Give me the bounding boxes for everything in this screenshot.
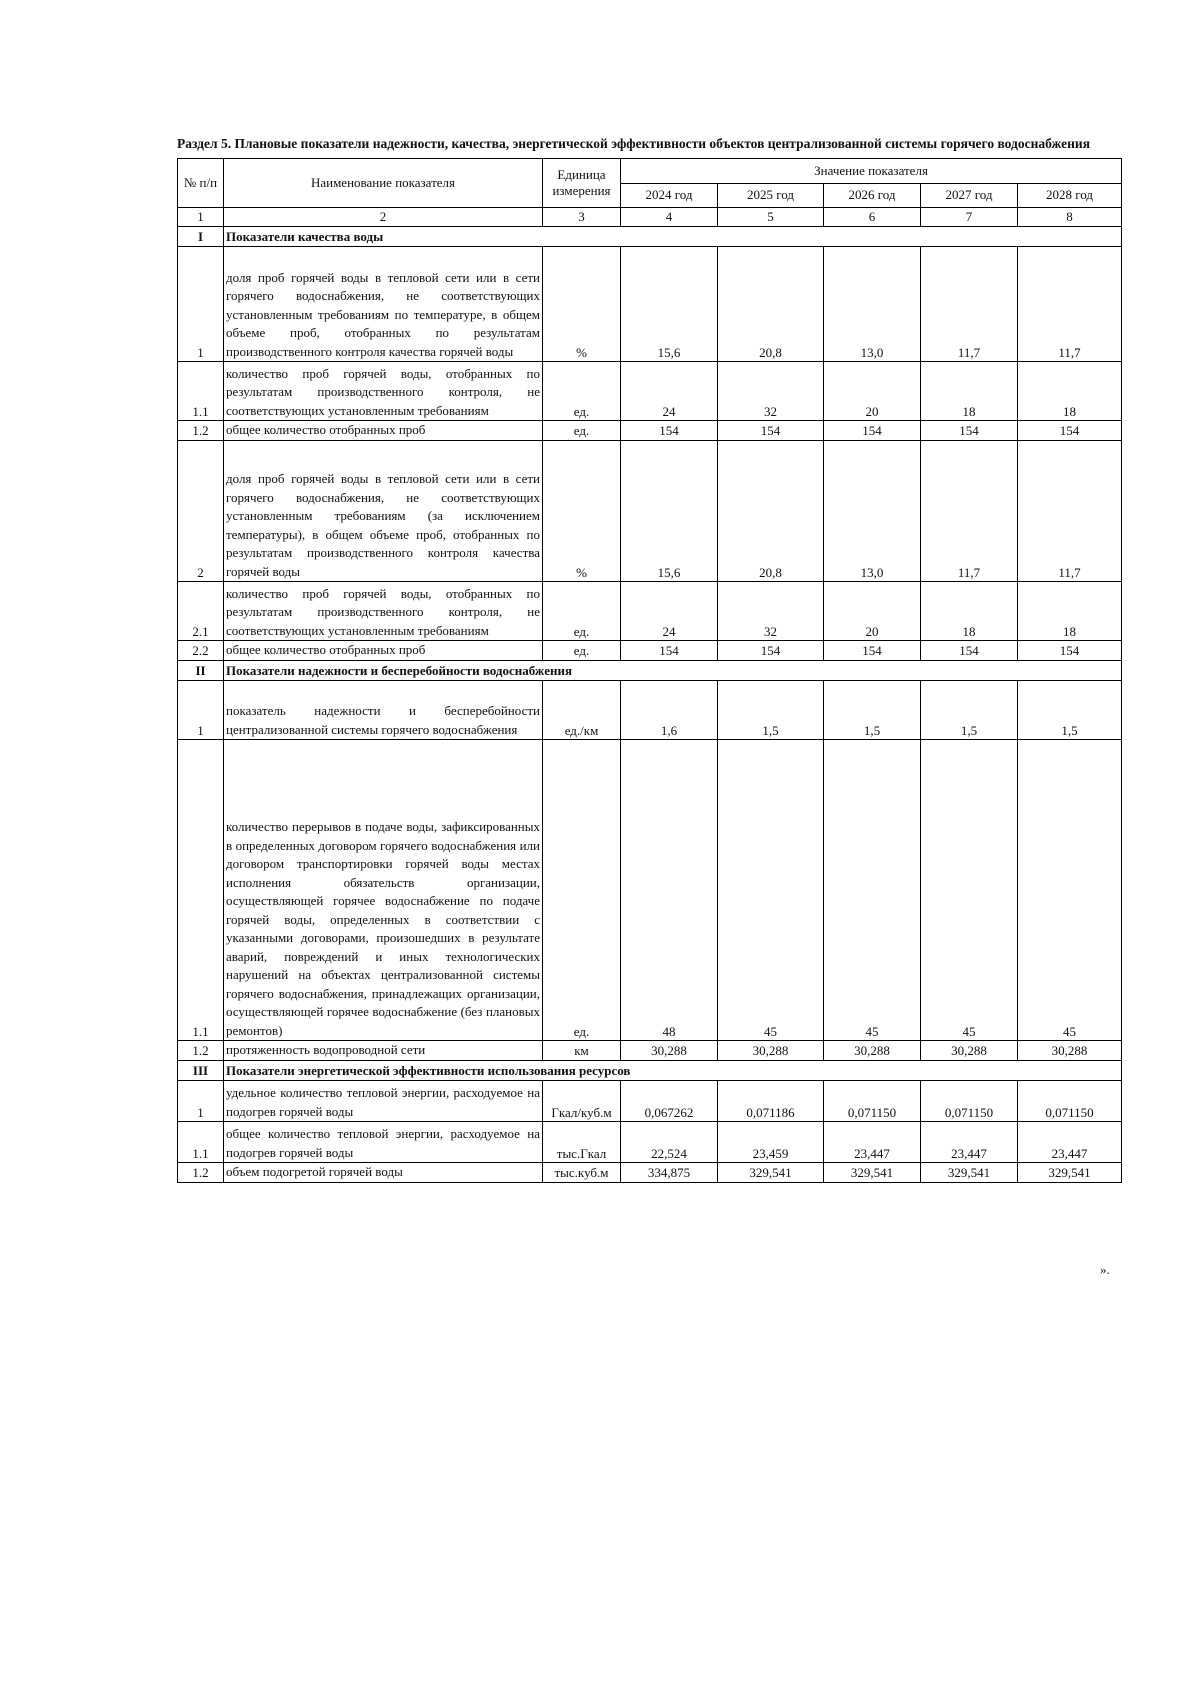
section-title: Раздел 5. Плановые показатели надежности, качества, энергетической эффективности объектов централизованной системы горячего водоснабжения [177,136,1091,151]
row-value: 22,524 [621,1122,718,1163]
row-value: 154 [824,421,921,441]
table-row [178,421,1122,441]
row-unit: ед. [543,740,621,1041]
row-num: 1.2 [178,1163,224,1183]
row-value: 154 [824,641,921,661]
row-value: 154 [718,641,824,661]
row-value: 11,7 [1018,247,1122,362]
row-unit: ед. [543,421,621,441]
row-value: 15,6 [621,247,718,362]
row-num: 2.2 [178,641,224,661]
row-value: 0,067262 [621,1081,718,1122]
row-value: 154 [921,421,1018,441]
row-value: 11,7 [921,247,1018,362]
row-value: 20,8 [718,247,824,362]
header-row-1 [178,159,1122,184]
row-value: 1,5 [1018,681,1122,740]
row-unit: тыс.куб.м [543,1163,621,1183]
row-unit: км [543,1041,621,1061]
header-year: 2024 год [621,183,718,208]
row-unit: Гкал/куб.м [543,1081,621,1122]
row-value: 13,0 [824,247,921,362]
row-name: протяженность водопроводной сети [224,1041,543,1061]
closing-mark: ». [1100,1262,1110,1277]
row-value: 18 [921,362,1018,421]
row-value: 1,6 [621,681,718,740]
row-value: 45 [921,740,1018,1041]
row-name: доля проб горячей воды в тепловой сети или в сети горячего водоснабжения, не соответствующих установленным требованиям (за исключением температуры), в общем объеме проб, отобранных по результатам производственного контроля качества горячей воды [224,441,543,582]
row-value: 154 [921,641,1018,661]
row-name: доля проб горячей воды в тепловой сети или в сети горячего водоснабжения, не соответствующих установленным требованиям по температуре, в общем объеме проб, отобранных по результатам производственного контроля качества горячей воды [224,247,543,362]
row-value: 0,071150 [921,1081,1018,1122]
table-row [178,362,1122,421]
row-num: 1.2 [178,421,224,441]
table-row [178,1081,1122,1122]
column-number: 1 [178,208,224,227]
row-value: 154 [718,421,824,441]
column-number: 8 [1018,208,1122,227]
row-value: 20,8 [718,441,824,582]
header-year: 2027 год [921,183,1018,208]
column-number: 4 [621,208,718,227]
row-num: 1 [178,1081,224,1122]
header-year: 2028 год [1018,183,1122,208]
column-number: 7 [921,208,1018,227]
section-title-cell: Показатели энергетической эффективности использования ресурсов [224,1061,1122,1081]
column-numbers-row [178,208,1122,227]
section-row [178,661,1122,681]
header-unit: Единица измерения [543,159,621,208]
row-value: 11,7 [1018,441,1122,582]
column-number: 2 [224,208,543,227]
row-value: 329,541 [921,1163,1018,1183]
row-value: 1,5 [718,681,824,740]
row-value: 18 [921,582,1018,641]
section-title-cell: Показатели надежности и бесперебойности водоснабжения [224,661,1122,681]
row-unit: ед. [543,362,621,421]
row-num: 2.1 [178,582,224,641]
row-unit: тыс.Гкал [543,1122,621,1163]
row-value: 23,447 [1018,1122,1122,1163]
header-value-group: Значение показателя [621,159,1122,184]
header-num: № п/п [178,159,224,208]
table-row [178,1041,1122,1061]
row-value: 20 [824,582,921,641]
row-value: 334,875 [621,1163,718,1183]
row-value: 11,7 [921,441,1018,582]
header-year: 2025 год [718,183,824,208]
row-unit: ед. [543,582,621,641]
row-value: 20 [824,362,921,421]
indicators-table [177,158,1122,1183]
row-value: 48 [621,740,718,1041]
header-name: Наименование показателя [224,159,543,208]
row-value: 154 [1018,421,1122,441]
row-value: 45 [824,740,921,1041]
row-value: 1,5 [824,681,921,740]
row-value: 30,288 [921,1041,1018,1061]
row-unit: % [543,247,621,362]
row-num: 2 [178,441,224,582]
table-row [178,740,1122,1041]
row-value: 18 [1018,582,1122,641]
row-value: 30,288 [1018,1041,1122,1061]
row-value: 24 [621,362,718,421]
row-name: общее количество отобранных проб [224,641,543,661]
column-number: 6 [824,208,921,227]
table-row [178,582,1122,641]
row-name: количество проб горячей воды, отобранных по результатам производственного контроля, не соответствующих установленным требованиям [224,582,543,641]
section-row [178,227,1122,247]
row-value: 23,447 [824,1122,921,1163]
row-value: 24 [621,582,718,641]
row-unit: ед. [543,641,621,661]
page-content [177,135,1121,1183]
row-value: 32 [718,362,824,421]
row-value: 329,541 [718,1163,824,1183]
row-value: 45 [718,740,824,1041]
row-name: общее количество тепловой энергии, расходуемое на подогрев горячей воды [224,1122,543,1163]
section-number: I [178,227,224,247]
row-name: количество проб горячей воды, отобранных по результатам производственного контроля, не соответствующих установленным требованиям [224,362,543,421]
header-year: 2026 год [824,183,921,208]
row-value: 0,071186 [718,1081,824,1122]
row-value: 0,071150 [824,1081,921,1122]
table-row [178,441,1122,582]
row-num: 1.1 [178,362,224,421]
table-row [178,1163,1122,1183]
row-unit: % [543,441,621,582]
section-title-cell: Показатели качества воды [224,227,1122,247]
section-number: II [178,661,224,681]
row-value: 13,0 [824,441,921,582]
row-name: общее количество отобранных проб [224,421,543,441]
row-name: показатель надежности и бесперебойности централизованной системы горячего водоснабжения [224,681,543,740]
row-value: 154 [621,641,718,661]
row-num: 1.1 [178,740,224,1041]
row-name: количество перерывов в подаче воды, зафиксированных в определенных договором горячего водоснабжения или договором транспортировки горячей воды местах исполнения обязательств организации, осуществляющей горячее водоснабжение по подаче горячей воды, определенных в соответствии с указанными договорами, произошедших в результате аварий, повреждений и иных технологических нарушений на объектах централизованной системы горячего водоснабжения, принадлежащих организации, осуществляющей горячее водоснабжение (без плановых ремонтов) [224,740,543,1041]
row-value: 18 [1018,362,1122,421]
row-value: 30,288 [621,1041,718,1061]
row-value: 0,071150 [1018,1081,1122,1122]
row-name: объем подогретой горячей воды [224,1163,543,1183]
row-value: 1,5 [921,681,1018,740]
table-row [178,641,1122,661]
row-num: 1 [178,247,224,362]
row-value: 30,288 [824,1041,921,1061]
section-number: III [178,1061,224,1081]
row-value: 23,459 [718,1122,824,1163]
column-number: 3 [543,208,621,227]
row-value: 32 [718,582,824,641]
section-row [178,1061,1122,1081]
row-num: 1.1 [178,1122,224,1163]
row-value: 45 [1018,740,1122,1041]
table-row [178,247,1122,362]
row-value: 154 [1018,641,1122,661]
table-row [178,681,1122,740]
row-num: 1.2 [178,1041,224,1061]
row-num: 1 [178,681,224,740]
row-value: 154 [621,421,718,441]
row-value: 23,447 [921,1122,1018,1163]
row-value: 30,288 [718,1041,824,1061]
row-name: удельное количество тепловой энергии, расходуемое на подогрев горячей воды [224,1081,543,1122]
table-row [178,1122,1122,1163]
row-value: 329,541 [824,1163,921,1183]
row-value: 329,541 [1018,1163,1122,1183]
row-unit: ед./км [543,681,621,740]
column-number: 5 [718,208,824,227]
row-value: 15,6 [621,441,718,582]
